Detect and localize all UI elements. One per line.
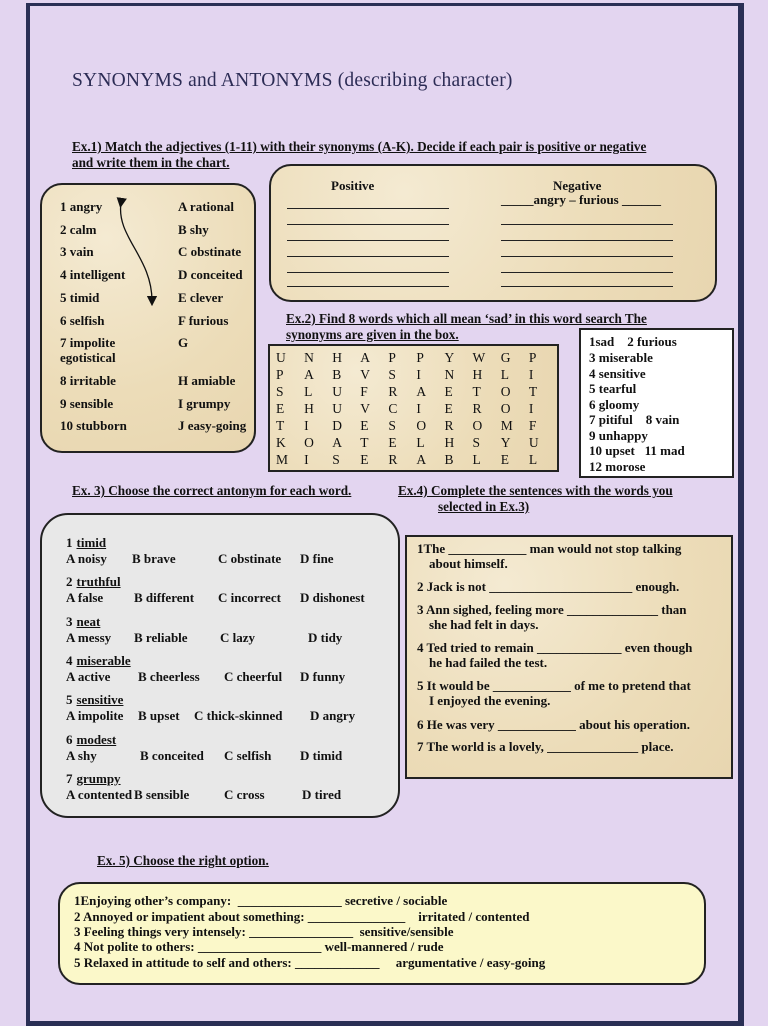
ex3-option[interactable]: D fine [300, 551, 334, 566]
ex3-question [66, 535, 106, 551]
word-search-letter: L [416, 434, 426, 450]
ex5-line: 1Enjoying other’s company: ________________ secretive / sociable [74, 893, 448, 908]
ex3-question-word: modest [76, 731, 117, 747]
ex4-instruction [398, 483, 718, 515]
ex3-question [66, 614, 100, 630]
word-search-letter: R [444, 417, 454, 433]
ex1-adjective: 1 angry [60, 199, 103, 214]
ex3-question [66, 574, 121, 590]
ex3-option[interactable]: D timid [300, 747, 343, 763]
word-search-letter: A [416, 451, 427, 467]
word-search-letter: A [416, 383, 427, 399]
word-search-letter: U [276, 349, 287, 365]
answer-line [287, 224, 449, 225]
word-search-row [276, 434, 557, 451]
ex4-sentence [417, 739, 727, 754]
word-search-letter: H [332, 349, 343, 365]
ex1-synonym: B shy [178, 222, 209, 237]
word-search-letter: I [528, 400, 534, 416]
ex4-sentence [417, 579, 727, 594]
ex4-sentence [417, 541, 727, 571]
word-search-letter: F [360, 383, 369, 399]
ex5-line: 5 Relaxed in attitude to self and others: _____________ argumentative / easy-going [74, 955, 546, 970]
word-search-letter: E [388, 434, 398, 450]
ex1-instruction-line2: and write them in the chart. [72, 155, 230, 170]
ex3-option[interactable]: C cheerful [224, 668, 283, 684]
word-search-letter: Y [500, 434, 511, 450]
ex4-instruction-line1: Ex.4) Complete the sentences with the words you [398, 483, 673, 498]
word-search-letter: S [276, 383, 285, 399]
word-search-letter: W [472, 349, 486, 365]
ex4-sentence-line: 6 He was very ____________ about his operation. [417, 717, 690, 732]
ex1-synonym: F furious [178, 313, 229, 328]
word-search-grid [268, 344, 559, 472]
ex1-adjective: 8 irritable [60, 373, 116, 388]
word-search-letter: E [500, 451, 510, 467]
ex2-synonyms-box [579, 328, 734, 478]
word-search-letter: A [332, 434, 343, 450]
word-search-letter: R [472, 400, 483, 416]
ex3-option[interactable]: B reliable [134, 629, 188, 645]
ex1-synonym: A rational [178, 199, 234, 214]
answer-line [501, 240, 673, 241]
ex2-instruction-line2: synonyms are given in the box. [286, 327, 459, 342]
ex1-adjective: 6 selfish [60, 313, 105, 328]
ex3-question-number: 7 [66, 770, 73, 786]
ex3-option[interactable]: A false [66, 590, 104, 606]
ex3-question-word: neat [76, 613, 101, 629]
ex3-question [66, 732, 116, 748]
ex3-question-number: 2 [66, 574, 73, 590]
answer-line [287, 256, 449, 257]
ex3-option[interactable]: B brave [132, 551, 176, 566]
word-search-letter: I [304, 417, 310, 433]
synonym-entry: 7 pitiful 8 vain [589, 412, 680, 427]
ex3-option[interactable]: C lazy [220, 629, 256, 645]
answer-line [287, 272, 449, 273]
word-search-table [276, 349, 557, 468]
word-search-letter: N [304, 349, 315, 365]
ex3-option[interactable]: A noisy [66, 551, 107, 566]
ex3-option[interactable]: C cross [224, 786, 265, 802]
answer-line [501, 286, 673, 287]
answer-line [287, 240, 449, 241]
word-search-letter: P [528, 349, 537, 365]
synonym-entry: 10 upset 11 mad [589, 443, 685, 458]
word-search-letter: N [444, 366, 455, 382]
ex1-synonym: J easy-going [178, 418, 247, 433]
word-search-letter: L [304, 383, 313, 399]
answer-line [501, 256, 673, 257]
ex4-sentence-continuation: he had failed the test. [429, 655, 548, 670]
ex3-option[interactable]: B different [134, 590, 195, 606]
ex4-sentence-line: 1The ____________ man would not stop talking [417, 541, 682, 556]
word-search-letter: G [500, 349, 511, 365]
word-search-row [276, 400, 557, 417]
word-search-letter: S [388, 366, 397, 382]
ex4-sentence-line: 4 Ted tried to remain _____________ even though [417, 640, 693, 655]
ex5-line: 2 Annoyed or impatient about something: _______________ irritated / contented [74, 909, 530, 924]
word-search-letter: O [500, 383, 511, 399]
ex3-option[interactable]: B cheerless [138, 668, 200, 684]
ex3-question-word: truthful [76, 574, 121, 590]
word-search-letter: I [416, 400, 422, 416]
ex3-question-word: timid [76, 535, 107, 550]
ex4-sentence-continuation: I enjoyed the evening. [429, 693, 551, 708]
word-search-letter: U [528, 434, 540, 450]
word-search-letter: I [304, 451, 310, 467]
ex4-sentence [417, 640, 727, 670]
ex4-sentence-line: 2 Jack is not ______________________ enough. [417, 579, 680, 594]
ex3-question [66, 653, 131, 669]
ex5-line: 3 Feeling things very intensely: ________________ sensitive/sensible [74, 924, 454, 939]
word-search-letter: I [416, 366, 422, 382]
ex4-sentence-line: 5 It would be ____________ of me to pretend that [417, 678, 691, 693]
ex1-synonym: G [178, 335, 189, 350]
ex3-antonyms-box [40, 513, 400, 818]
word-search-row [276, 383, 557, 400]
ex4-sentence-continuation: she had felt in days. [429, 617, 539, 632]
ex1-adjective: 5 timid [60, 290, 100, 305]
ex4-sentence-line: 3 Ann sighed, feeling more ______________ than [417, 602, 687, 617]
word-search-row [276, 366, 557, 383]
ex1-matching-box [40, 183, 256, 453]
word-search-letter: E [444, 383, 454, 399]
ex1-synonym: E clever [178, 290, 224, 305]
word-search-letter: S [332, 451, 341, 467]
synonym-entry: 4 sensitive [589, 366, 646, 381]
word-search-letter: K [276, 434, 287, 450]
word-search-letter: B [444, 451, 454, 467]
word-search-letter: B [332, 366, 342, 382]
word-search-letter: T [360, 434, 370, 450]
ex1-instruction-line1: Ex.1) Match the adjectives (1-11) with their synonyms (A-K). Decide if each pair is positive or negative [72, 139, 647, 154]
word-search-letter: H [304, 400, 315, 416]
ex3-option[interactable]: C obstinate [218, 551, 282, 566]
word-search-letter: O [304, 434, 315, 450]
ex3-option[interactable]: B sensible [134, 786, 190, 802]
ex3-option[interactable]: A messy [66, 629, 112, 645]
ex1-adjective: 10 stubborn [60, 418, 127, 433]
word-search-letter: E [360, 417, 370, 433]
ex3-question [66, 692, 123, 708]
ex1-positive-negative-chart [269, 164, 717, 302]
word-search-letter: D [332, 417, 343, 433]
ex3-question [66, 771, 121, 787]
ex4-instruction-line2: selected in Ex.3) [438, 499, 530, 514]
synonym-entry: 9 unhappy [589, 428, 648, 443]
word-search-letter: V [360, 400, 371, 416]
word-search-row [276, 349, 557, 366]
word-search-row [276, 451, 557, 468]
page-title: SYNONYMS and ANTONYMS (describing character) [72, 70, 513, 91]
answer-line [287, 286, 449, 287]
answer-line [501, 224, 673, 225]
word-search-letter: T [472, 383, 482, 399]
ex3-question-number: 1 [66, 535, 73, 550]
word-search-letter: S [388, 417, 397, 433]
ex3-option[interactable]: D tired [302, 786, 342, 802]
ex3-option[interactable]: C incorrect [218, 590, 281, 606]
answer-line [287, 208, 449, 209]
ex3-instruction: Ex. 3) Choose the correct antonym for each word. [72, 483, 352, 498]
word-search-letter: F [528, 417, 537, 433]
ex3-option[interactable]: A shy [66, 747, 97, 763]
ex4-sentences-box [405, 535, 733, 779]
word-search-letter: O [472, 417, 483, 433]
synonym-entry: 3 miserable [589, 350, 653, 365]
ex3-option[interactable]: A active [66, 668, 111, 684]
word-search-letter: L [528, 451, 538, 467]
ex3-question-number: 4 [66, 652, 73, 668]
word-search-letter: T [276, 417, 285, 433]
word-search-row [276, 417, 557, 434]
word-search-letter: U [332, 383, 343, 399]
word-search-letter: Y [444, 349, 455, 365]
ex5-line: 4 Not polite to others: ___________________ well-mannered / rude [74, 939, 444, 954]
synonym-entry: 1sad 2 furious [589, 334, 677, 349]
chart-example-pair: _____angry – furious ______ [501, 192, 661, 207]
word-search-letter: M [500, 417, 514, 433]
ex2-instruction-line1: Ex.2) Find 8 words which all mean ‘sad’ in this word search The [286, 311, 647, 326]
word-search-letter: U [332, 400, 343, 416]
ex3-question-word: grumpy [76, 770, 121, 786]
synonym-entry: 6 gloomy [589, 397, 640, 412]
ex3-question-number: 6 [66, 731, 73, 747]
ex3-question-number: 3 [66, 613, 73, 629]
word-search-letter: A [360, 349, 371, 365]
ex1-adjective: 2 calm [60, 222, 97, 237]
ex3-option[interactable]: C thick-skinned [194, 708, 283, 724]
ex3-option[interactable]: A impolite [66, 708, 124, 724]
synonym-entry: 12 morose [589, 459, 646, 474]
ex1-adjective: 7 impolite [60, 335, 116, 350]
ex3-option[interactable]: D tidy [308, 629, 343, 645]
word-search-letter: I [528, 366, 534, 382]
ex4-sentence-continuation: about himself. [429, 556, 508, 571]
answer-line [501, 272, 673, 273]
ex4-sentence [417, 602, 727, 632]
ex3-option[interactable]: D dishonest [300, 590, 365, 606]
word-search-letter: H [472, 366, 483, 382]
word-search-letter: C [388, 400, 398, 416]
word-search-letter: V [360, 366, 371, 382]
ex1-adjective: 3 vain [60, 244, 94, 259]
word-search-letter: A [304, 366, 315, 382]
ex1-synonym: H amiable [178, 373, 236, 388]
ex1-adjective-continued: egotistical [60, 350, 116, 365]
word-search-letter: H [444, 434, 455, 450]
word-search-letter: L [500, 366, 510, 382]
word-search-letter: M [276, 451, 289, 467]
synonym-entry: 5 tearful [589, 381, 637, 396]
ex1-synonym: D conceited [178, 267, 243, 282]
word-search-letter: E [444, 400, 454, 416]
ex1-synonym: C obstinate [178, 244, 242, 259]
ex3-question-word: miserable [76, 652, 131, 668]
ex3-question-word: sensitive [76, 692, 124, 708]
ex1-adjective: 9 sensible [60, 396, 114, 411]
ex3-question-number: 5 [66, 692, 73, 708]
ex4-sentence-line: 7 The world is a lovely, ______________ place. [417, 739, 674, 754]
word-search-letter: L [472, 451, 482, 467]
word-search-letter: E [360, 451, 370, 467]
ex1-adjective: 4 intelligent [60, 267, 126, 282]
word-search-letter: T [528, 383, 538, 399]
ex3-option[interactable]: D angry [310, 708, 356, 724]
word-search-letter: O [416, 417, 427, 433]
ex4-sentence [417, 678, 727, 708]
word-search-letter: R [388, 383, 398, 399]
ex5-instruction: Ex. 5) Choose the right option. [97, 853, 269, 868]
word-search-letter: E [276, 400, 285, 416]
word-search-letter: P [276, 366, 285, 382]
word-search-letter: P [388, 349, 397, 365]
chart-positive-heading: Positive [331, 178, 375, 193]
ex3-option[interactable]: B upset [138, 708, 180, 724]
word-search-letter: P [416, 349, 425, 365]
ex3-option[interactable]: A contented [66, 786, 133, 802]
ex5-options-box [58, 882, 706, 985]
example-arrow-icon [108, 197, 164, 309]
ex3-option[interactable]: C selfish [224, 747, 272, 763]
ex3-option[interactable]: B conceited [140, 747, 204, 763]
word-search-letter: O [500, 400, 511, 416]
ex3-option[interactable]: D funny [300, 668, 346, 684]
ex4-sentence [417, 717, 727, 732]
chart-negative-heading: Negative [553, 178, 602, 193]
ex1-synonym: I grumpy [178, 396, 231, 411]
word-search-letter: S [472, 434, 481, 450]
word-search-letter: R [388, 451, 398, 467]
